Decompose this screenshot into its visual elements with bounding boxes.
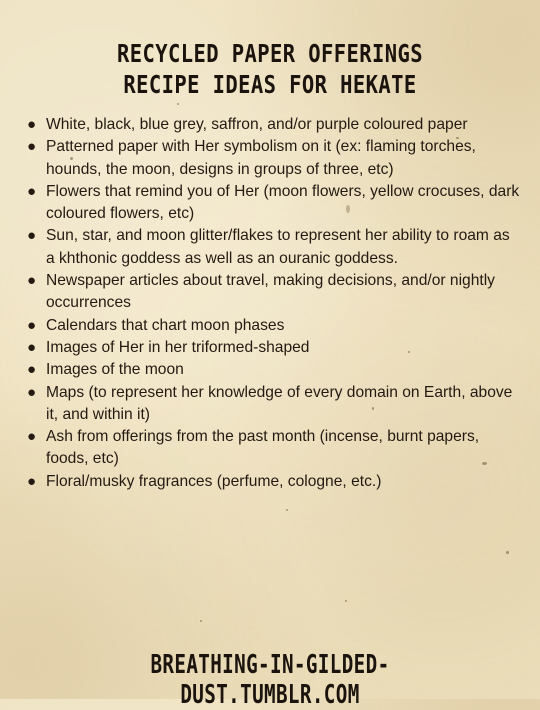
list-item-text: Floral/musky fragrances (perfume, cologne, etc.) — [46, 472, 382, 490]
title-line-2: RECIPE IDEAS FOR HEKATE — [123, 70, 417, 99]
list-item — [23, 471, 520, 493]
list-item — [23, 426, 520, 471]
list-item — [23, 359, 520, 381]
list-item — [23, 270, 520, 315]
title-line-1: RECYCLED PAPER OFFERINGS — [116, 39, 424, 68]
list-item — [23, 382, 520, 427]
bullet-icon: ● — [27, 383, 37, 401]
paper-speck — [286, 509, 288, 511]
list-item-text: Ash from offerings from the past month (incense, burnt papers, foods, etc) — [46, 428, 480, 468]
bullet-icon: ● — [27, 472, 37, 490]
blog-url — [0, 650, 540, 710]
recipe-list — [23, 114, 520, 493]
bullet-icon: ● — [27, 116, 37, 133]
list-item — [23, 315, 520, 337]
bullet-icon: ● — [27, 428, 37, 446]
bullet-icon: ● — [27, 338, 37, 356]
list-item — [23, 181, 520, 226]
paper-speck — [177, 103, 179, 105]
bullet-icon: ● — [27, 182, 37, 200]
list-item — [23, 136, 520, 181]
list-item-text: Flowers that remind you of Her (moon flowers, yellow crocuses, dark coloured flowers, etc) — [46, 182, 520, 223]
list-item-text: Sun, star, and moon glitter/flakes to represent her ability to roam as a khthonic goddess as well as an ouranic goddess. — [46, 227, 510, 267]
list-item-text: Images of the moon — [46, 361, 184, 379]
paper-speck — [200, 620, 202, 622]
bullet-icon: ● — [27, 272, 37, 290]
paper-speck — [345, 600, 347, 602]
blog-url-text: BREATHING-IN-GILDED-DUST.TUMBLR.COM — [150, 650, 390, 710]
list-item-text: Maps (to represent her knowledge of every domain on Earth, above it, and within it) — [46, 383, 513, 423]
page-title — [0, 38, 540, 100]
bullet-icon: ● — [27, 138, 37, 156]
list-item — [23, 225, 520, 270]
bullet-icon: ● — [27, 316, 37, 334]
paper-speck — [506, 551, 509, 554]
bullet-icon: ● — [27, 227, 37, 245]
list-item-text: Patterned paper with Her symbolism on it (ex: flaming torches, hounds, the moon, designs in groups of three, etc) — [46, 138, 476, 178]
list-item-text: Calendars that chart moon phases — [46, 316, 285, 334]
list-item-text: Images of Her in her triformed-shaped — [46, 338, 310, 356]
list-item — [23, 337, 520, 359]
list-item — [23, 114, 520, 136]
list-item-text: White, black, blue grey, saffron, and/or purple coloured paper — [46, 116, 468, 133]
list-item-text: Newspaper articles about travel, making decisions, and/or nightly occurrences — [46, 272, 495, 312]
bullet-icon: ● — [27, 361, 37, 379]
